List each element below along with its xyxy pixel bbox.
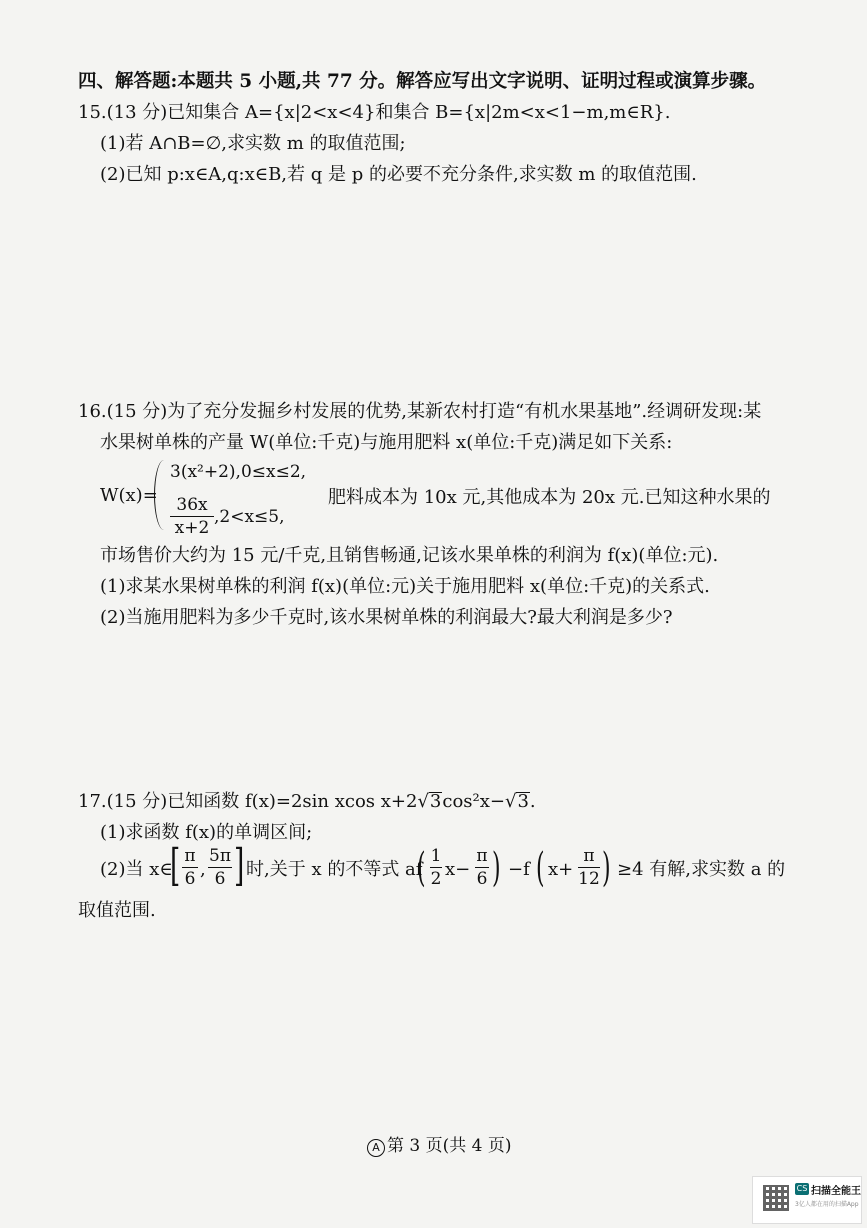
q17-part2-end: 取值范围. bbox=[78, 900, 156, 921]
fraction-bar bbox=[208, 867, 232, 868]
interval-upper-fraction bbox=[208, 846, 232, 889]
version-a-mark: A bbox=[367, 1139, 385, 1157]
q16-w-label: W(x)= bbox=[100, 485, 158, 506]
fraction-bar bbox=[475, 867, 489, 868]
scanner-app-name: 扫描全能王 bbox=[811, 1186, 861, 1197]
page-number: 第 3 页(共 4 页) bbox=[387, 1136, 512, 1156]
q17-stem-a: 17.(15 分)已知函数 f(x)=2sin xcos x+2 bbox=[78, 791, 418, 812]
af-left-paren: ( bbox=[417, 845, 426, 891]
fraction-bar bbox=[578, 867, 600, 868]
scanner-watermark bbox=[752, 1176, 862, 1224]
pi-over-6-fraction bbox=[475, 846, 489, 889]
interval-comma: , bbox=[200, 859, 206, 880]
q17-part1: (1)求函数 f(x)的单调区间; bbox=[100, 822, 313, 843]
q17-part2-tail: ≥4 有解,求实数 a 的 bbox=[617, 859, 786, 880]
q16-frac-den: x+2 bbox=[174, 518, 210, 538]
q16-case2-fraction bbox=[170, 495, 214, 538]
sqrt-symbol: √ bbox=[504, 791, 517, 812]
q17-stem-c: . bbox=[529, 791, 536, 812]
q17-part2-mid: 时,关于 x 的不等式 af bbox=[246, 859, 423, 880]
fraction-bar bbox=[430, 867, 442, 868]
q17-x-plus: x+ bbox=[548, 859, 574, 880]
qr-code-icon bbox=[763, 1185, 789, 1211]
scanner-app-slogan: 3亿人都在用的扫描App bbox=[795, 1201, 859, 1208]
page-footer bbox=[367, 1134, 512, 1158]
q17-sqrt3-b: 3 bbox=[517, 791, 529, 812]
q16-cost-text: 肥料成本为 10x 元,其他成本为 20x 元.已知这种水果的 bbox=[328, 487, 771, 508]
piecewise-brace bbox=[154, 460, 167, 530]
q17-x-minus: x− bbox=[445, 859, 471, 880]
pi12-den: 12 bbox=[578, 869, 600, 889]
q16-stem-line3: 市场售价大约为 15 元/千克,且销售畅通,记该水果单株的利润为 f(x)(单位:元). bbox=[100, 545, 719, 566]
q16-part2: (2)当施用肥料为多少千克时,该水果树单株的利润最大?最大利润是多少? bbox=[100, 607, 673, 628]
pi6-num: π bbox=[476, 846, 488, 866]
q15-part1: (1)若 A∩B=∅,求实数 m 的取值范围; bbox=[100, 133, 406, 154]
fraction-bar bbox=[170, 516, 214, 517]
q17-part2-lead: (2)当 x∈ bbox=[100, 859, 173, 880]
pi12-num: π bbox=[583, 846, 595, 866]
pi6-den: 6 bbox=[476, 869, 488, 889]
q16-case1: 3(x²+2),0≤x≤2, bbox=[170, 462, 307, 482]
q16-case2-cond: ,2<x≤5, bbox=[214, 507, 285, 527]
pi-over-12-fraction bbox=[578, 846, 600, 889]
q17-minus-f: −f bbox=[508, 859, 530, 880]
interval-lower-num: π bbox=[184, 846, 196, 866]
camscanner-icon: CS bbox=[796, 1184, 808, 1193]
f-right-paren: ) bbox=[602, 845, 611, 891]
q17-sqrt3-a: 3 bbox=[429, 791, 442, 812]
half-fraction bbox=[430, 846, 442, 889]
interval-lower-den: 6 bbox=[184, 869, 196, 889]
section-header: 四、解答题:本题共 5 小题,共 77 分。解答应写出文字说明、证明过程或演算步骤。 bbox=[78, 71, 767, 92]
q16-stem-line1: 16.(15 分)为了充分发掘乡村发展的优势,某新农村打造“有机水果基地”.经调研发现:某 bbox=[78, 401, 762, 422]
q15-stem: 15.(13 分)已知集合 A={x|2<x<4}和集合 B={x|2m<x<1−m,m∈R}. bbox=[78, 102, 671, 123]
af-right-paren: ) bbox=[492, 845, 501, 891]
fraction-bar bbox=[182, 867, 198, 868]
interval-upper-den: 6 bbox=[214, 869, 226, 889]
sqrt-symbol: √ bbox=[417, 791, 429, 812]
interval-lower-fraction bbox=[182, 846, 198, 889]
interval-upper-num: 5π bbox=[209, 846, 231, 866]
half-den: 2 bbox=[430, 869, 442, 889]
q15-part2: (2)已知 p:x∈A,q:x∈B,若 q 是 p 的必要不充分条件,求实数 m 的取值范围. bbox=[100, 164, 697, 185]
interval-right-bracket: ] bbox=[234, 840, 245, 891]
q16-part1: (1)求某水果树单株的利润 f(x)(单位:元)关于施用肥料 x(单位:千克)的关系式. bbox=[100, 576, 710, 597]
f-left-paren: ( bbox=[536, 845, 545, 891]
q16-frac-num: 36x bbox=[176, 495, 208, 515]
half-num: 1 bbox=[430, 846, 442, 866]
q17-stem-b: cos²x− bbox=[442, 791, 505, 812]
interval-left-bracket: [ bbox=[170, 840, 181, 891]
q16-stem-line2: 水果树单株的产量 W(单位:千克)与施用肥料 x(单位:千克)满足如下关系: bbox=[100, 432, 673, 453]
q17-stem bbox=[78, 790, 536, 814]
